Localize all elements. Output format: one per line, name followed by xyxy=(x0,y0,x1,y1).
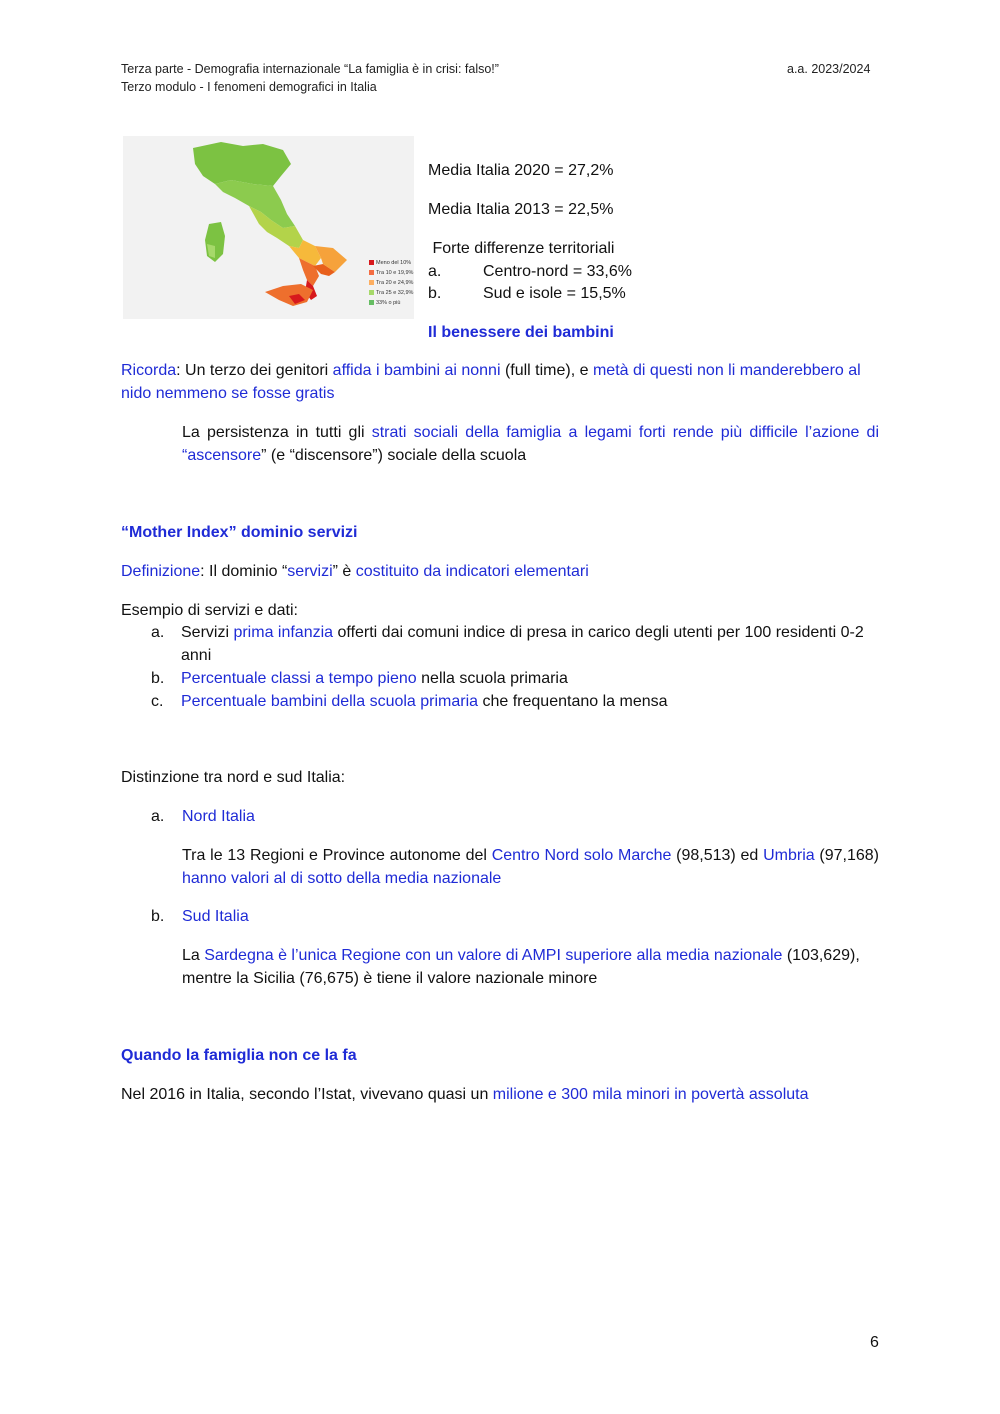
benessere-heading: Il benessere dei bambini xyxy=(428,324,614,341)
legend-item: 33% o più xyxy=(369,300,400,306)
persistenza-paragraph: La persistenza in tutti gli strati sociali della famiglia a legami forti rende più difficile l’azione di “ascensore” (e “discensore”) sociale della scuola xyxy=(182,424,879,464)
list-item: b. Sud e isole = 15,5% xyxy=(428,285,626,302)
list-item: a. Servizi prima infanzia offerti dai comuni indice di presa in carico degli utenti per 100 residenti 0-2 anni xyxy=(151,624,864,664)
header-academic-year: a.a. 2023/2024 xyxy=(787,62,871,76)
legend-item: Meno del 10% xyxy=(369,260,411,266)
definizione-paragraph: Definizione: Il dominio “servizi” è costituito da indicatori elementari xyxy=(121,563,589,580)
quando-heading: Quando la famiglia non ce la fa xyxy=(121,1047,357,1064)
sud-label: Sud Italia xyxy=(182,908,249,925)
header-title: Terza parte - Demografia internazionale “La famiglia è in crisi: falso!” xyxy=(121,62,499,76)
media-2013: Media Italia 2013 = 22,5% xyxy=(428,201,614,218)
ricorda-paragraph: Ricorda: Un terzo dei genitori affida i bambini ai nonni (full time), e metà di questi non li manderebbero al nido nemmeno se fosse gratis xyxy=(121,362,861,402)
esempio-label: Esempio di servizi e dati: xyxy=(121,602,298,619)
header-subtitle: Terzo modulo - I fenomeni demografici in Italia xyxy=(121,80,377,94)
list-item: c. Percentuale bambini della scuola primaria che frequentano la mensa xyxy=(151,693,668,710)
legend-item: Tra 10 e 19,9% xyxy=(369,270,413,276)
nord-paragraph: Tra le 13 Regioni e Province autonome del Centro Nord solo Marche (98,513) ed Umbria (97,168) hanno valori al di sotto della media nazionale xyxy=(182,847,879,887)
sud-paragraph: La Sardegna è l’unica Regione con un valore di AMPI superiore alla media nazionale (103,629), mentre la Sicilia (76,675) è tiene il valore nazionale minore xyxy=(182,947,860,987)
quando-paragraph: Nel 2016 in Italia, secondo l’Istat, vivevano quasi un milione e 300 mila minori in povertà assoluta xyxy=(121,1086,809,1103)
legend-item: Tra 25 e 32,9% xyxy=(369,290,413,296)
forte-differenze: Forte differenze territoriali xyxy=(428,240,615,257)
mother-index-heading: “Mother Index” dominio servizi xyxy=(121,524,358,541)
distinzione-intro: Distinzione tra nord e sud Italia: xyxy=(121,769,346,786)
italy-map-figure xyxy=(123,136,414,319)
servizi-list xyxy=(121,621,879,713)
legend-item: Tra 20 e 24,9% xyxy=(369,280,413,286)
list-item: b. Percentuale classi a tempo pieno nella scuola primaria xyxy=(151,670,568,687)
list-item: a. Centro-nord = 33,6% xyxy=(428,263,632,280)
nord-label: Nord Italia xyxy=(182,808,255,825)
media-2020: Media Italia 2020 = 27,2% xyxy=(428,162,614,179)
nord-marker: a. xyxy=(151,808,165,825)
page-number: 6 xyxy=(870,1334,879,1351)
sud-marker: b. xyxy=(151,908,165,925)
